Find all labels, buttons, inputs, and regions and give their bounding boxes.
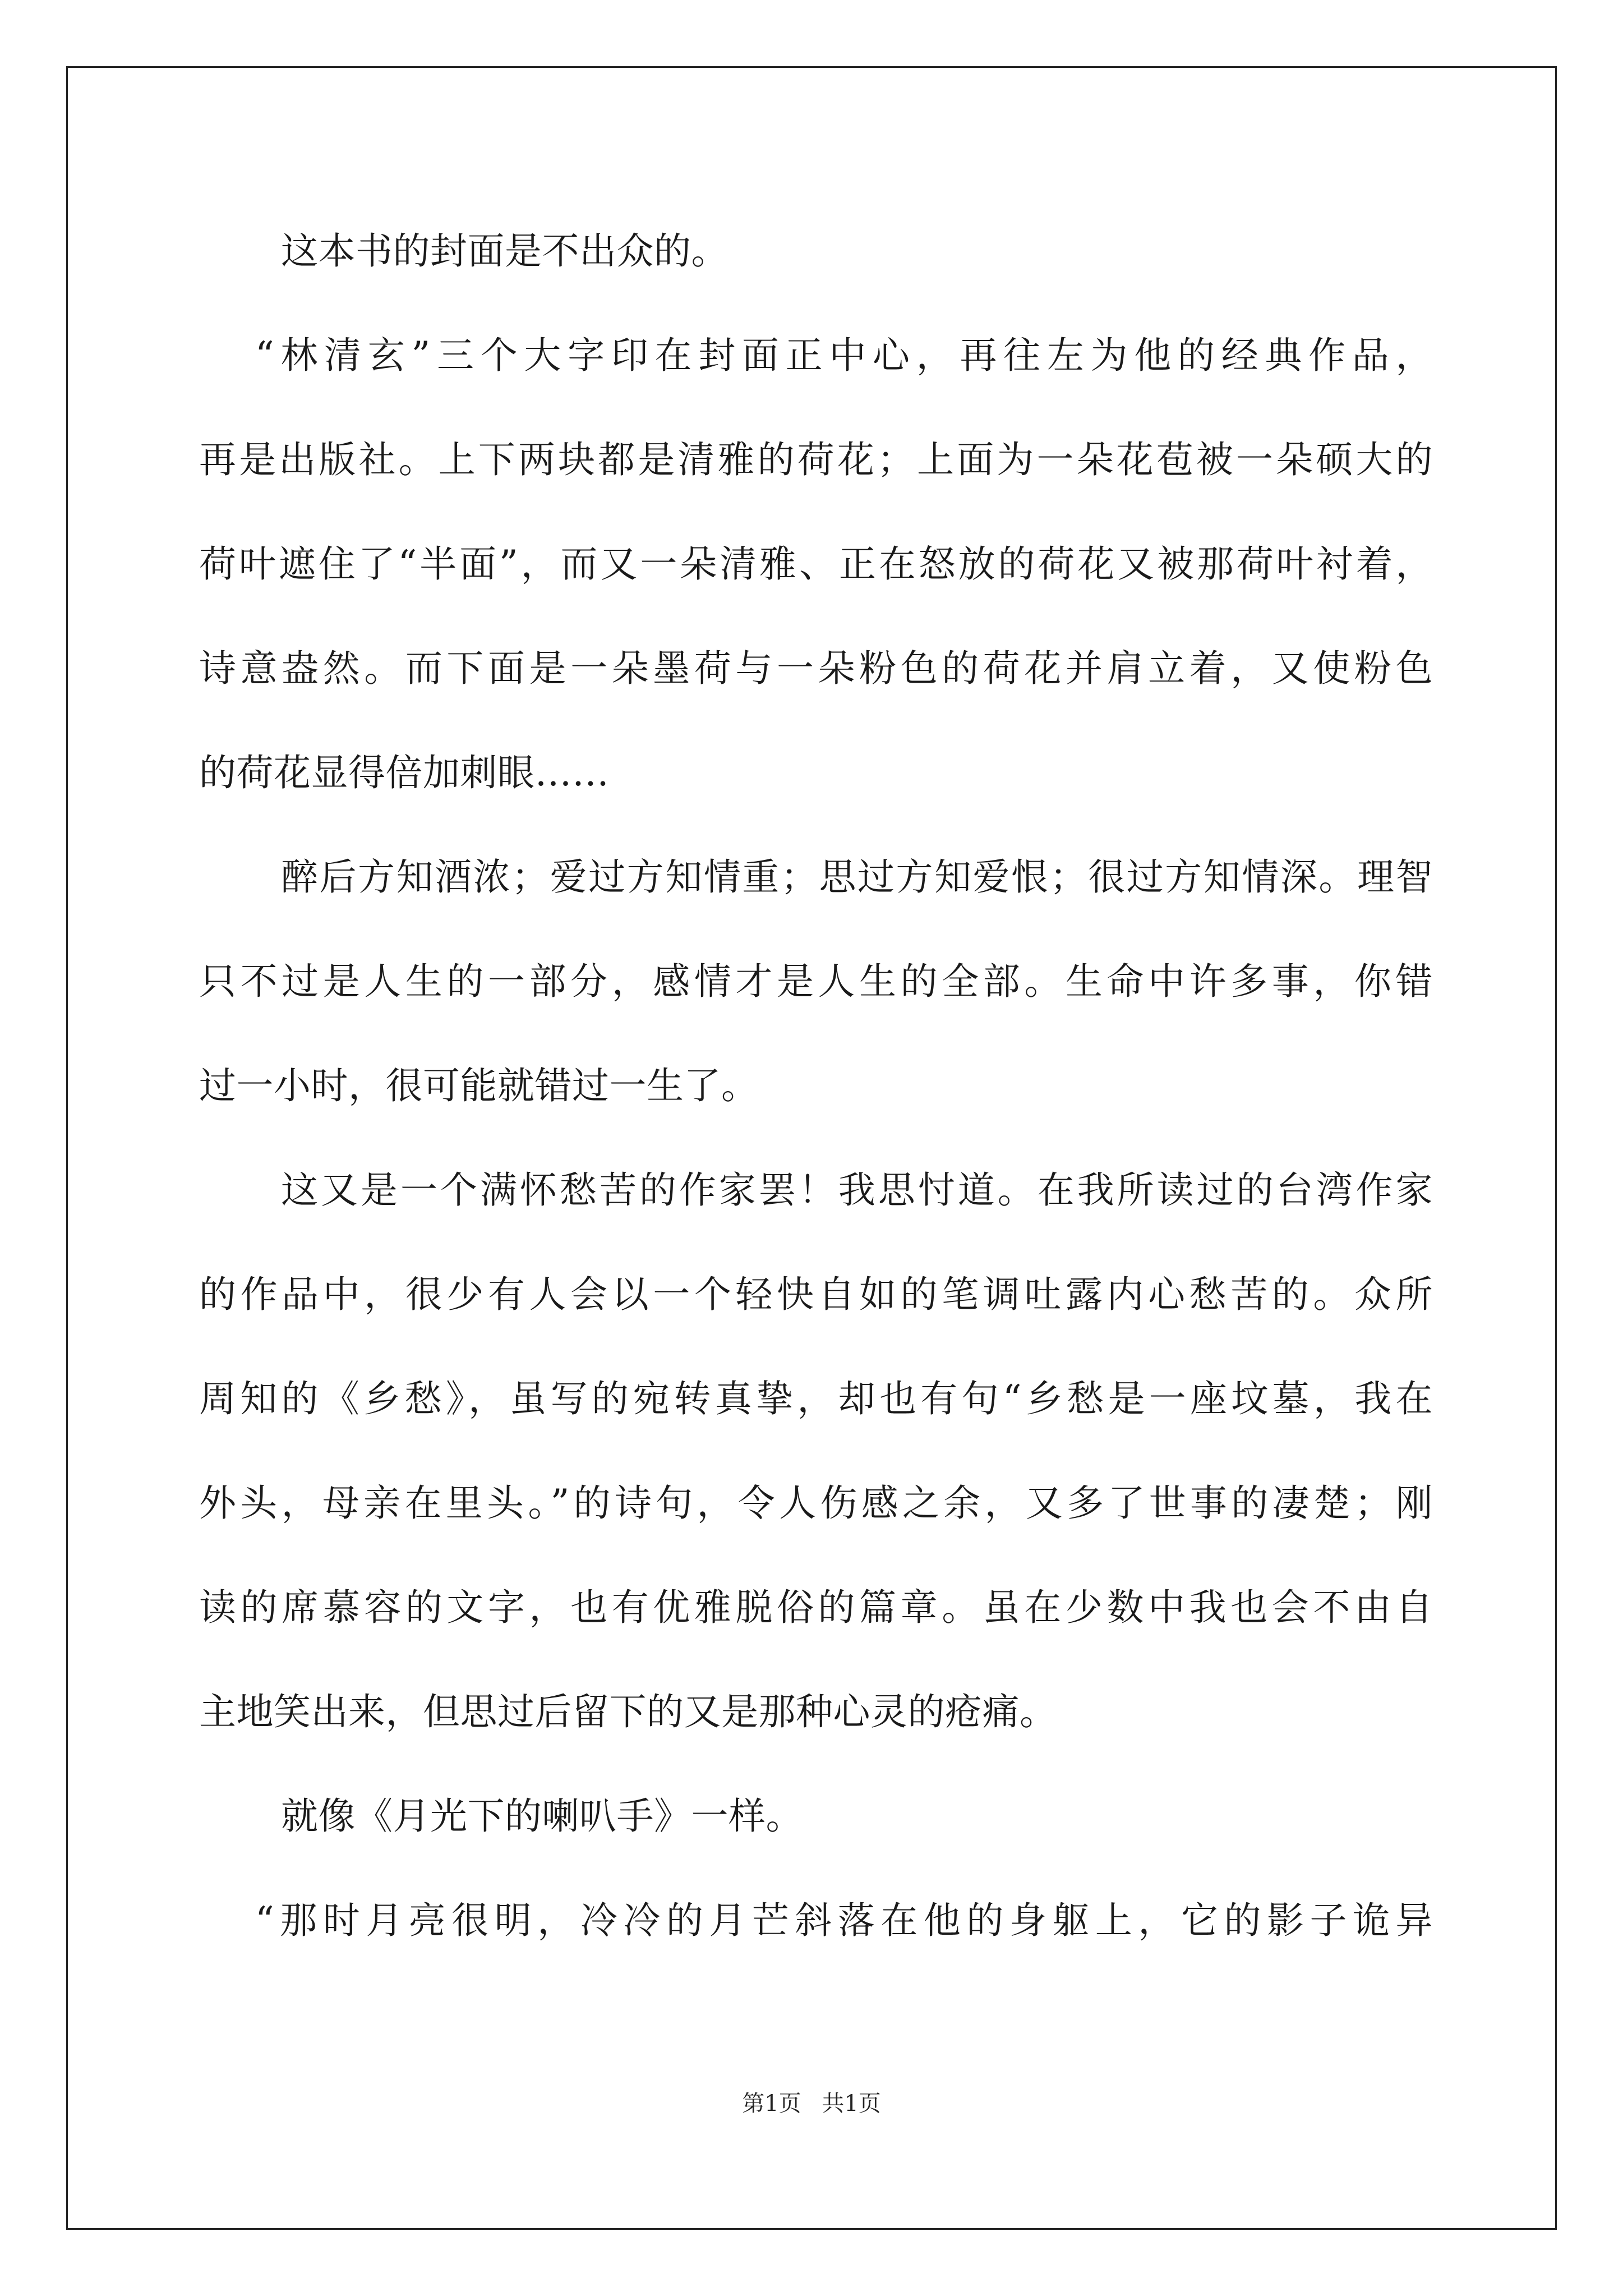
paragraph-6-line-1: “那时月亮很明，冷冷的月芒斜落在他的身躯上，它的影子诡异 [255, 1899, 1433, 1942]
paragraph-4-line-4: 外头，母亲在里头。”的诗句，令人伤感之余，又多了世事的凄楚；刚 [199, 1481, 1433, 1525]
paragraph-4-line-6: 主地笑出来，但思过后留下的又是那种心灵的疮痛。 [199, 1690, 1057, 1733]
paragraph-3-line-3: 过一小时，很可能就错过一生了。 [199, 1064, 759, 1107]
page-total: 共1页 [822, 2091, 881, 2116]
paragraph-2-line-1: “林清玄”三个大字印在封面正中心，再往左为他的经典作品， [255, 334, 1433, 377]
paragraph-2-line-5: 的荷花显得倍加刺眼…… [199, 751, 610, 794]
paragraph-4-line-5: 读的席慕容的文字，也有优雅脱俗的篇章。虽在少数中我也会不由自 [199, 1586, 1433, 1629]
paragraph-3-line-2: 只不过是人生的一部分，感情才是人生的全部。生命中许多事，你错 [199, 960, 1433, 1003]
page-number: 第1页 [742, 2091, 801, 2116]
paragraph-4-line-2: 的作品中，很少有人会以一个轻快自如的笔调吐露内心愁苦的。众所 [199, 1273, 1433, 1316]
paragraph-3-line-1: 醉后方知酒浓；爱过方知情重；思过方知爱恨；很过方知情深。理智 [281, 855, 1433, 899]
paragraph-2-line-4: 诗意盎然。而下面是一朵墨荷与一朵粉色的荷花并肩立着，又使粉色 [199, 647, 1433, 690]
paragraph-5-line-1: 就像《月光下的喇叭手》一样。 [281, 1795, 803, 1838]
paragraph-2-line-2: 再是出版社。上下两块都是清雅的荷花；上面为一朵花苞被一朵硕大的 [199, 438, 1433, 481]
paragraph-2-line-3: 荷叶遮住了“半面”，而又一朵清雅、正在怒放的荷花又被那荷叶衬着， [199, 542, 1433, 586]
paragraph-1-line-1: 这本书的封面是不出众的。 [281, 229, 728, 273]
paragraph-4-line-3: 周知的《乡愁》，虽写的宛转真挚，却也有句“乡愁是一座坟墓，我在 [199, 1377, 1433, 1420]
page-footer [0, 2087, 1623, 2120]
paragraph-4-line-1: 这又是一个满怀愁苦的作家罢！我思忖道。在我所读过的台湾作家 [281, 1168, 1433, 1212]
